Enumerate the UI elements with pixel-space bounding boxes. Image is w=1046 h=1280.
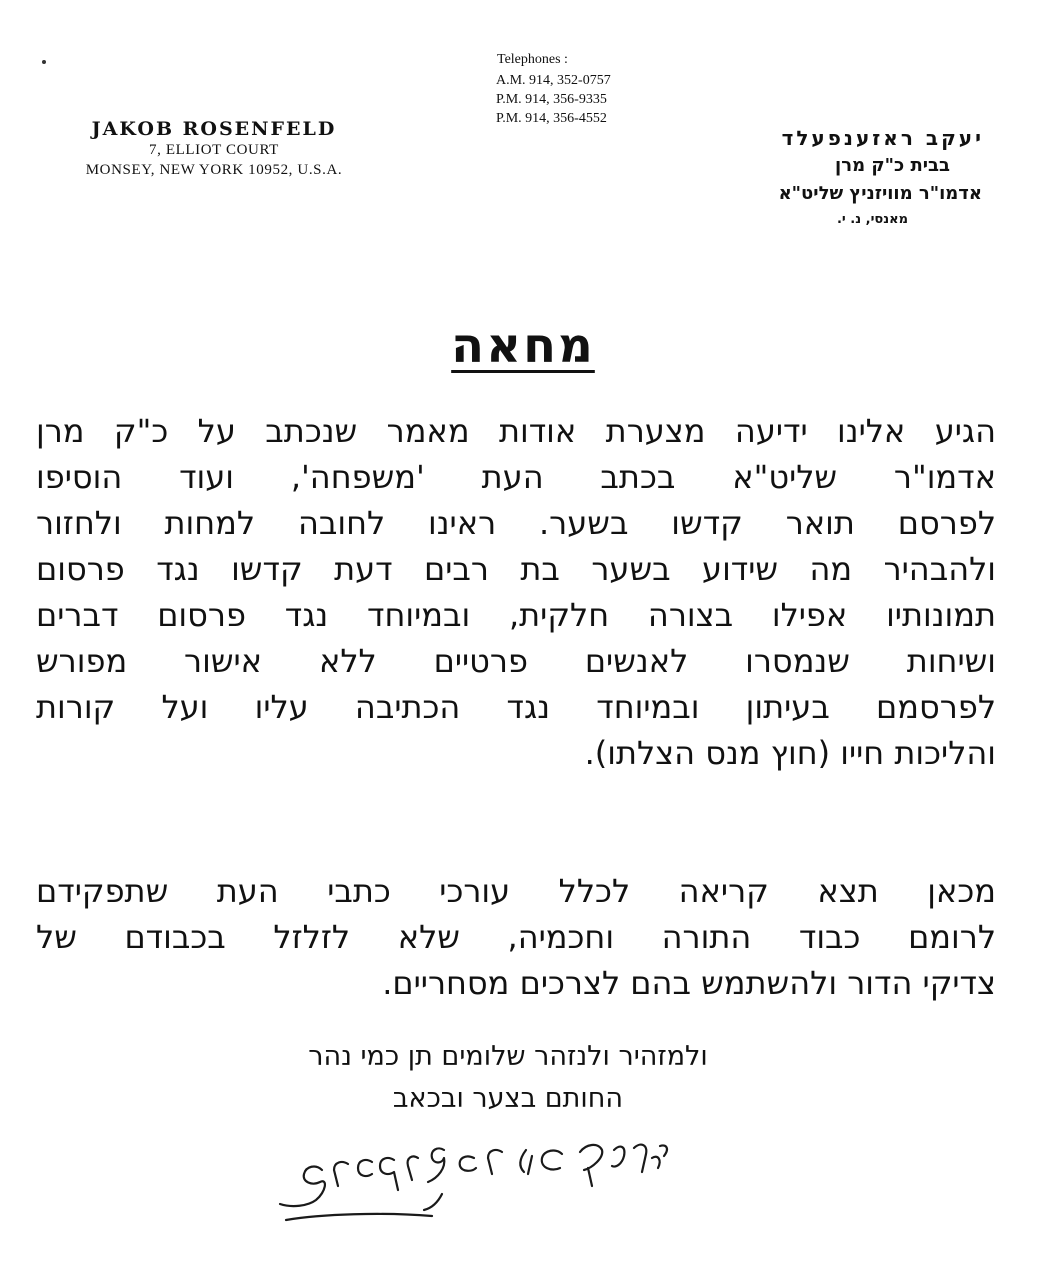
letterhead-english xyxy=(44,118,384,180)
paragraph-line: מכאן תצא קריאה לכלל עורכי כתבי העת שתפקידם xyxy=(36,872,996,910)
paragraph-line: לפרסם תואר קדשו בשער. ראינו לחובה למחות ולחזור xyxy=(36,504,996,542)
speck-mark xyxy=(42,60,46,64)
signature-drawing xyxy=(262,1128,682,1238)
letterhead-address-line2: MONSEY, NEW YORK 10952, U.S.A. xyxy=(85,162,343,178)
paragraph-line: אדמו"ר שליט"א בכתב העת 'משפחה', ועוד הוסיפו xyxy=(36,458,996,496)
telephone-line: P.M. 914, 356-4552 xyxy=(496,111,607,126)
telephones-title: Telephones : xyxy=(497,52,568,67)
body-paragraph-2 xyxy=(36,868,996,1006)
paragraph-line: ולהבהיר מה שידוע בשער בת רבים דעת קדשו נגד פרסום xyxy=(36,550,996,588)
telephone-line: P.M. 914, 356-9335 xyxy=(496,92,607,107)
closing-line2: החותם בצער ובכאב xyxy=(392,1083,624,1114)
paragraph-line: הגיע אלינו ידיעה מצערת אודות מאמר שנכתב על כ"ק מרן xyxy=(36,412,996,450)
closing-line1: ולמזהיר ולנזהר שלומים תן כמי נהר xyxy=(308,1041,708,1072)
paragraph-line: לפרסמם בעיתון ובמיוחד נגד הכתיבה עליו ועל קורות xyxy=(36,688,996,726)
handwritten-signature xyxy=(262,1128,682,1238)
letterhead-hebrew-name: יעקב ראזענפעלד xyxy=(781,126,984,150)
letterhead-hebrew xyxy=(624,124,984,232)
letterhead-hebrew-line3: אדמו"ר מוויזניץ שליט"א xyxy=(778,183,982,204)
telephone-line: A.M. 914, 352-0757 xyxy=(496,73,611,88)
paragraph-line: ושיחות שנמסרו לאנשים פרטיים ללא אישור מפורש xyxy=(36,642,996,680)
paragraph-line: והליכות חייו (חוץ מנס הצלתו). xyxy=(584,734,996,772)
letterhead-name: JAKOB ROSENFELD xyxy=(91,118,337,140)
letterhead-hebrew-line2: בבית כ"ק מרן xyxy=(835,155,950,176)
telephones-block xyxy=(496,50,666,128)
title-text: מחאה xyxy=(451,318,595,374)
document-title xyxy=(0,318,1046,374)
paragraph-line: תמונותיו אפילו בצורה חלקית, ובמיוחד נגד פרסום דברים xyxy=(36,596,996,634)
closing-block xyxy=(228,1036,788,1120)
letterhead-address-line1: 7, ELLIOT COURT xyxy=(149,142,279,158)
body-paragraph-1 xyxy=(36,408,996,776)
letterhead-hebrew-line4: מאנסי, נ. י. xyxy=(836,212,908,227)
paragraph-line: לרומם כבוד התורה וחכמיה, שלא לזלזל בכבודם של xyxy=(36,918,996,956)
paragraph-line: צדיקי הדור ולהשתמש בהם לצרכים מסחריים. xyxy=(382,964,996,1002)
